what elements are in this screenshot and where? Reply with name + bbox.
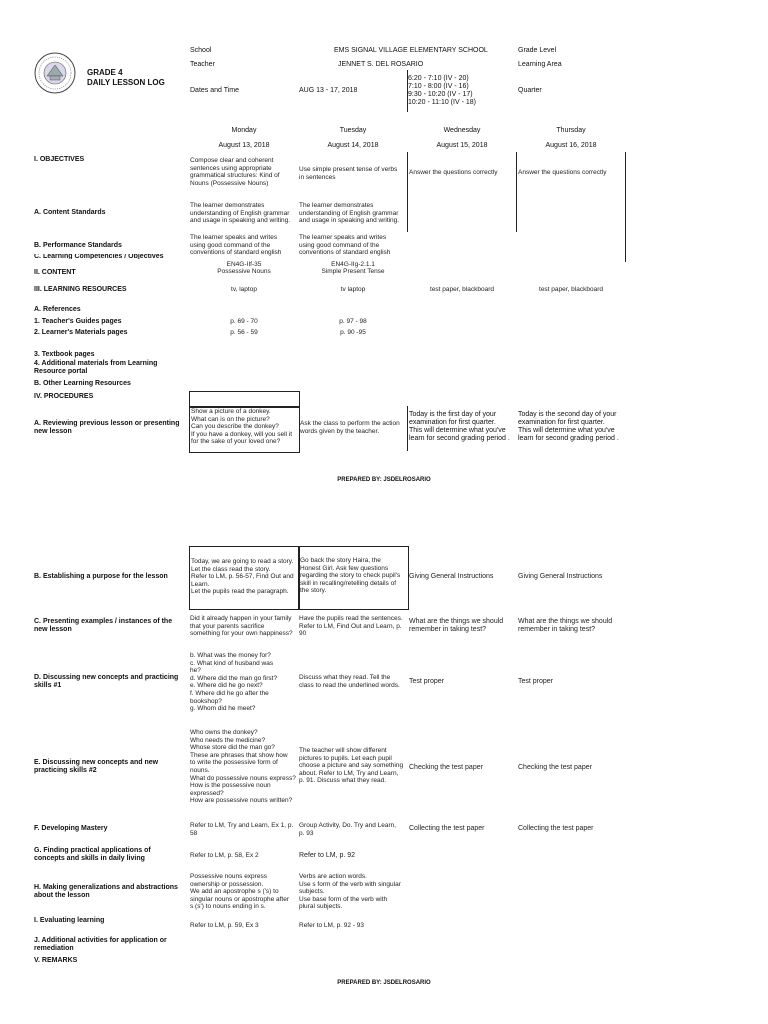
day-date: August 16, 2018 <box>545 142 597 149</box>
day-name: Wednesday <box>443 127 481 134</box>
reviewing-thursday: Today is the second day of your examination for first quarter. This will determine what you've learn for second grading period . <box>518 411 619 442</box>
procedures-label: IV. PROCEDURES <box>34 393 94 400</box>
practical-label: G. Finding practical applications of concepts and skills in daily living <box>34 847 151 862</box>
dates-value: AUG 13 - 17, 2018 <box>299 87 358 94</box>
tg-pages-tuesday: p. 97 - 98 <box>339 318 367 325</box>
reviewing-monday: Show a picture of a donkey. What can is on the picture? Can you describe the donkey? If you have a donkey, will you sell it for the sake of your loved one? <box>191 408 293 446</box>
other-resources-label: B. Other Learning Resources <box>34 380 131 387</box>
day-name: Monday <box>231 127 257 134</box>
additional-materials-label: 4. Additional materials from Learning Resource portal <box>34 360 158 375</box>
content-standard-tuesday: The learner demonstrates understanding of English grammar and usage in speaking and writing. <box>299 202 400 225</box>
prepared-by-footer: PREPARED BY: JSDELROSARIO <box>337 980 431 986</box>
log-title: DAILY LESSON LOG <box>87 78 165 87</box>
mastery-wednesday: Collecting the test paper <box>409 825 485 832</box>
day-date: August 13, 2018 <box>218 142 270 149</box>
resources-monday: tv, laptop <box>231 286 257 293</box>
presenting-label: C. Presenting examples / instances of the new lesson <box>34 618 173 633</box>
time-slot: 10:20 - 11:10 (IV - 18) <box>408 99 476 106</box>
discussing1-tuesday: Discuss what they read. Tell the class to read the underlined words. <box>299 674 400 689</box>
generalizations-tuesday: Verbs are action words. Use s form of the verb with singular subjects. Use base form of the verb with plural subjects. <box>299 873 401 911</box>
discussing2-monday: Who owns the donkey? Who needs the medicine? Whose store did the man go? These are phrases that show how to write the possessive form of nouns. What do possessive nouns express? How is the possessive noun expressed? How are possessive nouns written? <box>190 729 296 805</box>
discussing2-label: E. Discussing new concepts and new practicing skills #2 <box>34 759 159 774</box>
learning-area-label: Learning Area <box>518 61 562 68</box>
learning-resources-label: III. LEARNING RESOURCES <box>34 286 127 293</box>
mastery-label: F. Developing Mastery <box>34 825 108 832</box>
discussing2-wednesday: Checking the test paper <box>409 764 483 771</box>
lm-pages-monday: p. 56 - 59 <box>230 329 258 336</box>
learners-materials-label: 2. Learner's Materials pages <box>34 329 128 336</box>
teachers-guide-label: 1. Teacher's Guides pages <box>34 318 122 325</box>
performance-standard-monday: The learner speaks and writes using good command of the conventions of standard english <box>190 234 282 257</box>
mastery-monday: Refer to LM, Try and Learn, Ex 1, p. 58 <box>190 822 294 837</box>
discussing2-tuesday: The teacher will show different pictures to pupils. Let each pupil choose a picture and say something about. Refer to LM, Try and Learn, p. 91. Discuss what they read. <box>299 747 404 785</box>
resources-thursday: test paper, blackboard <box>539 286 603 293</box>
content-label: II. CONTENT <box>34 269 76 276</box>
day-date: August 14, 2018 <box>327 142 379 149</box>
presenting-thursday: What are the things we should remember in taking test? <box>518 618 613 633</box>
lm-pages-tuesday: p. 90 -95 <box>340 329 366 336</box>
competency-code-monday: EN4G-IIf-35 <box>226 261 262 268</box>
generalizations-label: H. Making generalizations and abstractions about the lesson <box>34 884 178 899</box>
mastery-thursday: Collecting the test paper <box>518 825 594 832</box>
tg-pages-monday: p. 69 - 70 <box>230 318 258 325</box>
time-slot: 7:10 - 8:00 (IV - 16) <box>408 83 469 90</box>
textbook-label: 3. Textbook pages <box>34 351 95 358</box>
performance-standard-tuesday: The learner speaks and writes using good command of the conventions of standard english <box>299 234 391 257</box>
day-name: Thursday <box>556 127 586 134</box>
establishing-label: B. Establishing a purpose for the lesson <box>34 573 168 580</box>
establishing-wednesday: Giving General Instructions <box>409 573 494 580</box>
discussing2-thursday: Checking the test paper <box>518 764 592 771</box>
objective-tuesday: Use simple present tense of verbs in sentences <box>299 166 398 181</box>
day-date: August 15, 2018 <box>436 142 488 149</box>
teacher-label: Teacher <box>190 61 215 68</box>
deped-seal-icon <box>34 52 76 94</box>
presenting-wednesday: What are the things we should remember in taking test? <box>409 618 504 633</box>
objectives-label: I. OBJECTIVES <box>34 156 85 163</box>
objective-wednesday: Answer the questions correctly <box>409 169 498 176</box>
evaluating-tuesday: Refer to LM, p. 92 - 93 <box>299 922 365 929</box>
evaluating-label: I. Evaluating learning <box>34 917 105 924</box>
dates-label: Dates and Time <box>190 87 240 94</box>
presenting-tuesday: Have the pupils read the sentences. Refer to LM, Find Out and Learn, p. 90 <box>299 615 403 638</box>
establishing-monday: Today, we are going to read a story. Let the class read the story. Refer to LM, p. 56-57, Find Out and Learn. Let the pupils read the paragraph. <box>191 558 294 596</box>
school-value: EMS SIGNAL VILLAGE ELEMENTARY SCHOOL <box>334 47 488 54</box>
grade-level-label: Grade Level <box>518 47 557 54</box>
performance-standards-label: B. Performance Standards <box>34 242 122 249</box>
prepared-by: PREPARED BY: JSDELROSARIO <box>337 477 431 483</box>
content-standard-monday: The learner demonstrates understanding of English grammar and usage in speaking and writing. <box>190 202 291 225</box>
discussing1-monday: b. What was the money for? c. What kind of husband was he? d. Where did the man go first? e. Where did he go next? f. Where did he go after the bookshop? g. Whom did he meet? <box>190 652 278 713</box>
grade-title: GRADE 4 <box>87 68 123 77</box>
time-slot: 6:20 - 7:10 (IV - 20) <box>408 75 469 82</box>
resources-wednesday: test paper, blackboard <box>430 286 494 293</box>
additional-activities-label: J. Additional activities for application or remediation <box>34 937 167 952</box>
references-label: A. References <box>34 306 81 313</box>
mastery-tuesday: Group Activity, Do. Try and Learn, p. 93 <box>299 822 397 837</box>
generalizations-monday: Possessive nouns express ownership or possession. We add an apostrophe s ('s) to singular nouns or apostrophe after s (s') to nouns ending in s. <box>190 873 290 911</box>
evaluating-monday: Refer to LM, p. 59, Ex 3 <box>190 922 259 929</box>
reviewing-tuesday: Ask the class to perform the action words given by the teacher. <box>300 420 400 435</box>
competencies-label: C. Learning Competencies / Objectives <box>34 254 164 259</box>
discussing1-thursday: Test proper <box>518 678 554 685</box>
competency-code-tuesday: EN4G-IIg-2.1.1 <box>331 261 375 268</box>
quarter-label: Quarter <box>518 87 542 94</box>
school-label: School <box>190 47 212 54</box>
time-slot: 9:30 - 10:20 (IV - 17) <box>408 91 473 98</box>
resources-tuesday: tv laptop <box>340 286 366 293</box>
discussing1-wednesday: Test proper <box>409 678 445 685</box>
establishing-thursday: Giving General Instructions <box>518 573 603 580</box>
establishing-tuesday: Go back the story Haira, the Honest Girl. Ask few questions regarding the story to check pupil's skill in recalling/retelling details of the story. <box>300 557 401 595</box>
presenting-monday: Did it already happen in your family that your parents sacrifice something for your own happiness? <box>190 615 293 638</box>
remarks-label: V. REMARKS <box>34 957 78 964</box>
content-standards-label: A. Content Standards <box>34 209 106 216</box>
day-name: Tuesday <box>339 127 367 134</box>
discussing1-label: D. Discussing new concepts and practicing skills #1 <box>34 674 179 689</box>
reviewing-wednesday: Today is the first day of your examination for first quarter. This will determine what you've learn for second grading period . <box>409 411 510 442</box>
objective-monday: Compose clear and coherent sentences using appropriate grammatical structures: Kind of Nouns (Possessive Nouns) <box>190 157 280 187</box>
content-tuesday: Simple Present Tense <box>321 268 385 275</box>
objective-thursday: Answer the questions correctly <box>518 169 607 176</box>
content-monday: Possessive Nouns <box>217 268 271 275</box>
reviewing-label: A. Reviewing previous lesson or presenting new lesson <box>34 420 180 435</box>
teacher-value: JENNET S. DEL ROSARIO <box>338 61 424 68</box>
practical-tuesday: Refer to LM, p. 92 <box>299 852 356 859</box>
practical-monday: Refer to LM, p. 58, Ex 2 <box>190 852 259 859</box>
